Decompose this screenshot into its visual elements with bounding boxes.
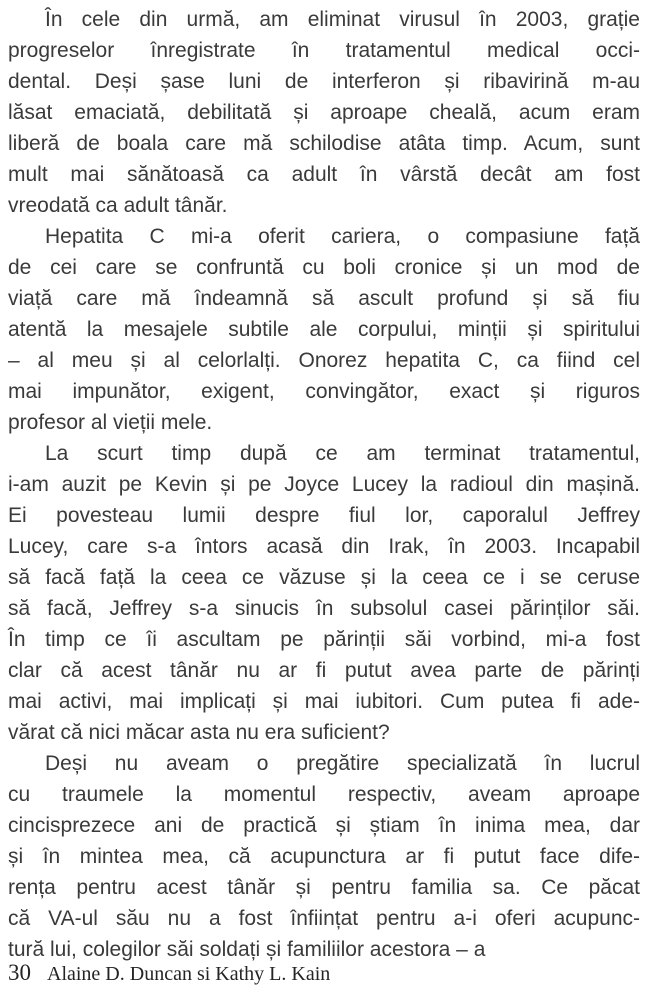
text-line: La scurt timp după ce am terminat tratamentul, <box>45 442 640 465</box>
paragraph <box>8 221 640 438</box>
text-line: dental. Deși șase luni de interferon și ribavirină m-au <box>8 70 640 93</box>
text-line: clar că acest tânăr nu ar fi putut avea parte de părinți <box>8 659 640 682</box>
footer-authors: Alaine D. Duncan si Kathy L. Kain <box>47 963 331 985</box>
paragraph <box>8 438 640 748</box>
text-line: În timp ce îi ascultam pe părinții săi vorbind, mi-a fost <box>8 628 640 651</box>
text-line: vreodată ca adult tânăr. <box>8 194 228 217</box>
text-line: că VA-ul său nu a fost înființat pentru a-i oferi acupunc- <box>8 907 640 930</box>
text-line: vărat că nici măcar asta nu era suficient? <box>8 721 390 744</box>
page-body-text <box>8 4 640 965</box>
text-line: mai impunător, exigent, convingător, exact și riguros <box>8 380 640 403</box>
text-line: profesor al vieții mele. <box>8 411 213 434</box>
text-line: i-am auzit pe Kevin și pe Joyce Lucey la radioul din mașină. <box>8 473 640 496</box>
text-line: să facă față la ceea ce văzuse și la ceea ce i se ceruse <box>8 566 640 589</box>
text-line: de cei care se confruntă cu boli cronice și un mod de <box>8 256 640 279</box>
text-line: mult mai sănătoasă ca adult în vârstă decât am fost <box>8 163 640 186</box>
text-line: rența pentru acest tânăr și pentru familia sa. Ce păcat <box>8 876 640 899</box>
paragraph <box>8 748 640 965</box>
text-line: Lucey, care s-a întors acasă din Irak, în 2003. Incapabil <box>8 535 640 558</box>
text-line: cu traumele la momentul respectiv, aveam aproape <box>8 783 640 806</box>
text-line: lăsat emaciată, debilitată și aproape cheală, acum eram <box>8 101 640 124</box>
text-line: Deși nu aveam o pregătire specializată în lucrul <box>45 752 640 775</box>
text-line: Ei povesteau lumii despre fiul lor, caporalul Jeffrey <box>8 504 640 527</box>
text-line: Hepatita C mi-a oferit cariera, o compasiune față <box>45 225 640 248</box>
text-line: mai activi, mai implicați și mai iubitori. Cum putea fi ade- <box>8 690 640 713</box>
text-line: În cele din urmă, am eliminat virusul în 2003, grație <box>45 8 640 31</box>
page-footer <box>8 960 330 986</box>
text-line: și în mintea mea, că acupunctura ar fi putut face dife- <box>8 845 640 868</box>
text-line: atentă la mesajele subtile ale corpului, minții și spiritului <box>8 318 640 341</box>
page-number: 30 <box>8 960 31 985</box>
text-line: cincisprezece ani de practică și știam în inima mea, dar <box>8 814 640 837</box>
text-line: liberă de boala care mă schilodise atâta timp. Acum, sunt <box>8 132 640 155</box>
text-line: să facă, Jeffrey s-a sinucis în subsolul casei părinților săi. <box>8 597 640 620</box>
paragraph <box>8 4 640 221</box>
text-line: progreselor înregistrate în tratamentul medical occi- <box>8 39 640 62</box>
text-line: viață care mă îndeamnă să ascult profund și să fiu <box>8 287 640 310</box>
text-line: – al meu și al celorlalți. Onorez hepatita C, ca fiind cel <box>8 349 640 372</box>
text-line: tură lui, colegilor săi soldați și familiilor acestora – a <box>8 938 486 961</box>
